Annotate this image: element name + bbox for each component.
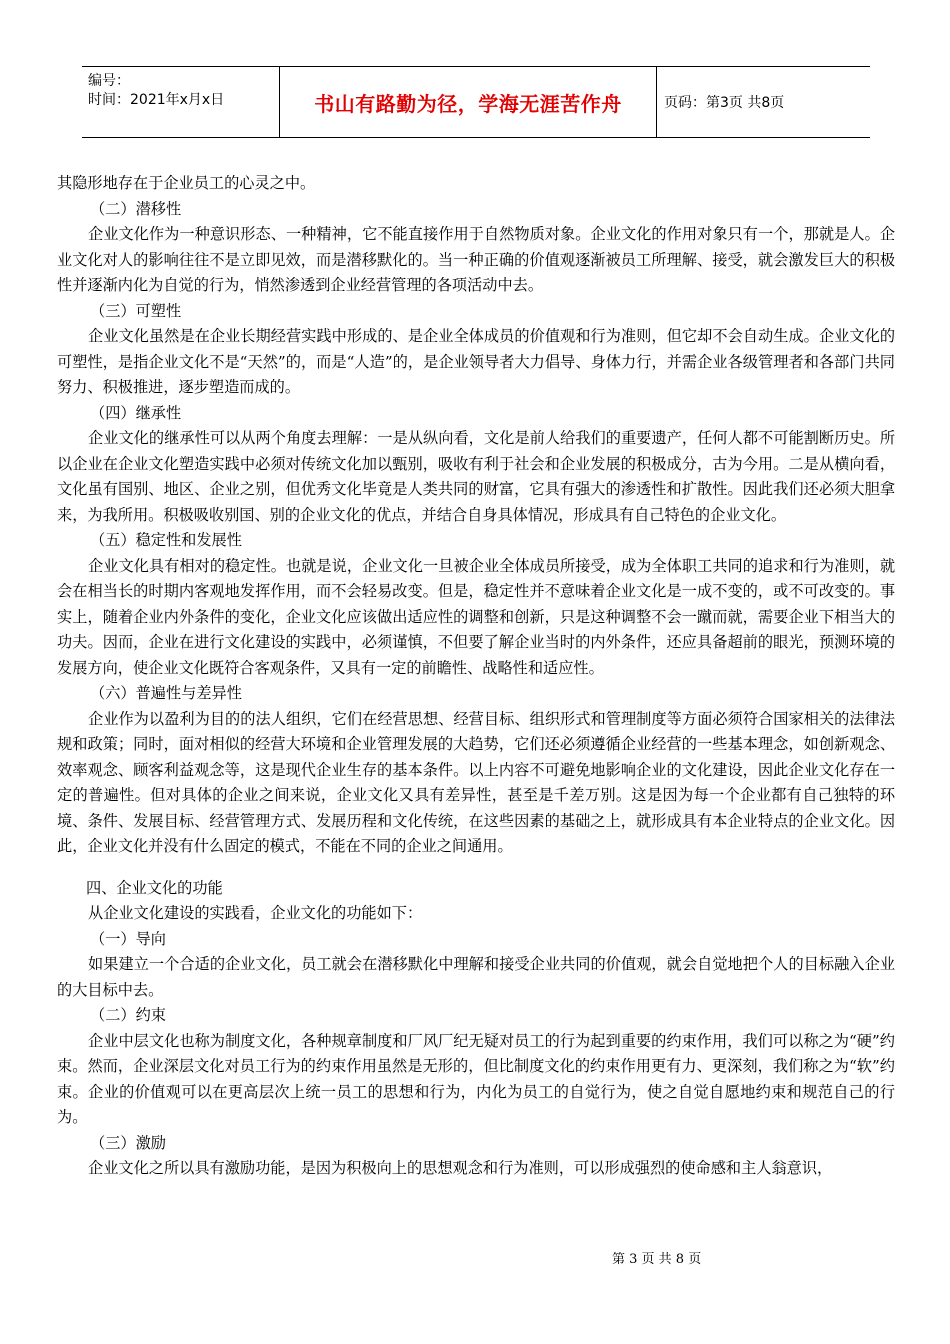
page-header: [82, 66, 870, 138]
paragraph: 企业中层文化也称为制度文化，各种规章制度和厂风厂纪无疑对员工的行为起到重要的约束作用，我们可以称之为“硬”约束。然而，企业深层文化对员工行为的约束作用虽然是无形的，但比制度文化的约束作用更有力、更深刻，我们称之为“软”约束。企业的价值观可以在更高层次上统一员工的思想和行为，内化为员工的自觉行为，使之自觉自愿地约束和规范自己的行为。: [57, 1031, 895, 1126]
paragraph: 企业文化虽然是在企业长期经营实践中形成的、是企业全体成员的价值观和行为准则，但它却不会自动生成。企业文化的可塑性，是指企业文化不是“天然”的，而是“人造”的，是企业领导者大力倡导、身体力行，并需企业各级管理者和各部门共同努力、积极推进，逐步塑造而成的。: [57, 327, 895, 396]
header-divider: [656, 67, 657, 137]
subsection-heading: （一）导向: [90, 929, 166, 948]
subsection-heading: （二）约束: [90, 1006, 166, 1024]
paragraph: 其隐形地存在于企业员工的心灵之中。: [57, 174, 316, 192]
header-page-number: 页码：第3页 共8页: [664, 95, 785, 111]
paragraph: 企业文化的继承性可以从两个角度去理解：一是从纵向看，文化是前人给我们的重要遗产，任何人都不可能割断历史。所以企业在企业文化塑造实践中必须对传统文化加以甄别，吸收有利于社会和企业发展的积极成分，古为今用。二是从横向看，文化虽有国别、地区、企业之别，但优秀文化毕竟是人类共同的财富，它具有强大的渗透性和扩散性。因此我们还必须大胆拿来，为我所用。积极吸收别国、别的企业文化的优点，并结合自身具体情况，形成具有自己特色的企业文化。: [57, 429, 895, 524]
subsection-heading: （二）潜移性: [90, 199, 182, 218]
subsection-heading: （六）普遍性与差异性: [90, 684, 242, 702]
page-footer: 第 3 页 共 8 页: [612, 1252, 702, 1267]
paragraph: 企业作为以盈利为目的的法人组织，它们在经营思想、经营目标、组织形式和管理制度等方面必须符合国家相关的法律法规和政策；同时，面对相似的经营大环境和企业管理发展的大趋势，它们还必须遵循企业经营的一些基本理念，如创新观念、效率观念、顾客利益观念等，这是现代企业生存的基本条件。以上内容不可避免地影响企业的文化建设，因此企业文化存在一定的普遍性。但对具体的企业之间来说，企业文化又具有差异性，甚至是千差万别。这是因为每一个企业都有自己独特的环境、条件、发展目标、经营管理方式、发展历程和文化传统，在这些因素的基础之上，就形成具有本企业特点的企业文化。因此，企业文化并没有什么固定的模式，不能在不同的企业之间通用。: [57, 709, 895, 855]
subsection-heading: （四）继承性: [90, 403, 182, 422]
document-body: [57, 171, 895, 1182]
section-heading: 四、企业文化的功能: [86, 878, 223, 897]
paragraph: 企业文化作为一种意识形态、一种精神，它不能直接作用于自然物质对象。企业文化的作用对象只有一个，那就是人。企业文化对人的影响往往不是立即见效，而是潜移默化的。当一种正确的价值观逐渐被员工所理解、接受，就会激发巨大的积极性并逐渐内化为自觉的行为，悄然渗透到企业经营管理的各项活动中去。: [57, 225, 895, 294]
paragraph: 企业文化具有相对的稳定性。也就是说，企业文化一旦被企业全体成员所接受，成为全体职工共同的追求和行为准则，就会在相当长的时期内客观地发挥作用，而不会轻易改变。但是，稳定性并不意味着企业文化是一成不变的，或不可改变的。事实上，随着企业内外条件的变化，企业文化应该做出适应性的调整和创新，只是这种调整不会一蹴而就，需要企业下相当大的功夫。因而，企业在进行文化建设的实践中，必须谨慎，不但要了解企业当时的内外条件，还应具备超前的眼光，预测环境的发展方向，使企业文化既符合客观条件，又具有一定的前瞻性、战略性和适应性。: [57, 556, 895, 677]
spacer: [57, 860, 895, 876]
paragraph: 从企业文化建设的实践看，企业文化的功能如下：: [88, 904, 423, 922]
document-time-label: 时间：2021年x月x日: [88, 92, 225, 108]
header-motto: 书山有路勤为径，学海无涯苦作舟: [314, 91, 622, 116]
subsection-heading: （五）稳定性和发展性: [90, 531, 242, 549]
subsection-heading: （三）可塑性: [90, 301, 182, 320]
document-number-label: 编号：: [88, 73, 130, 89]
subsection-heading: （三）激励: [90, 1133, 166, 1152]
header-meta: [88, 72, 278, 110]
paragraph: 企业文化之所以具有激励功能，是因为积极向上的思想观念和行为准则，可以形成强烈的使命感和主人翁意识，: [88, 1159, 833, 1177]
paragraph: 如果建立一个合适的企业文化，员工就会在潜移默化中理解和接受企业共同的价值观，就会自觉地把个人的目标融入企业的大目标中去。: [57, 955, 895, 999]
